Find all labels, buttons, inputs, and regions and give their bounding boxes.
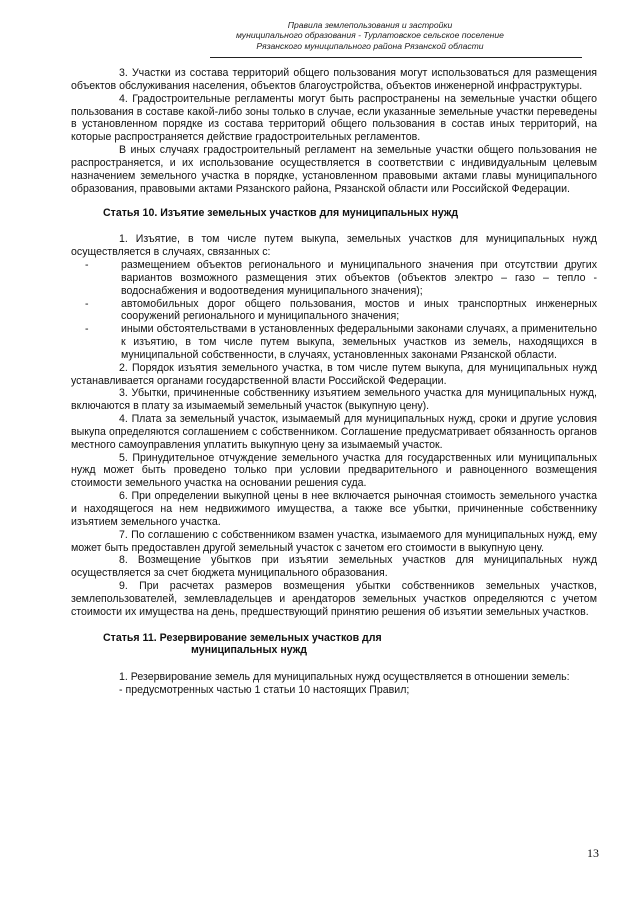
running-header (200, 20, 540, 51)
paragraph: 1. Резервирование земель для муниципальных нужд осуществляется в отношении земель: (119, 671, 570, 684)
article-11-heading-line-2: муниципальных нужд (191, 644, 307, 657)
paragraph: 5. Принудительное отчуждение земельного участка для государственных или муниципальных нужд может быть проведено только при условии предварительного и равноценного возмещения стоимости земельного участка на основании решения суда. (71, 451, 597, 490)
article-10-list (71, 259, 597, 362)
paragraph: 4. Плата за земельный участок, изымаемый для муниципальных нужд, сроки и другие условия выкупа определяются соглашением с собственником. Соглашение предусматривает обязанность органов местного самоуправления уплатить выкупную цену за изымаемый участок. (71, 413, 597, 451)
article-11-heading-line-1: Статья 11. Резервирование земельных участков для (103, 631, 382, 644)
paragraph: 6. При определении выкупной цены в нее включается рыночная стоимость земельного участка и находящегося на нем недвижимого имущества, а также все убытки, причиненные собственнику изъятием земельного участка. (71, 490, 597, 528)
header-line-2: муниципального образования - Турлатовское сельское поселение (236, 30, 504, 41)
paragraph: В иных случаях градостроительный регламент на земельные участки общего пользования не распространяется, и их использование осуществляется в соответствии с индивидуальным целевым назначением земельного участка в порядке, установленном правовыми актами главы муниципального образования, правовыми актами Рязанского района, Рязанской области или Российской Федерации. (71, 144, 597, 195)
paragraph: 3. Участки из состава территорий общего пользования могут использоваться для размещения объектов обслуживания населения, объектов благоустройства, объектов инженерной инфраструктуры. (71, 67, 597, 92)
article-11-heading (71, 632, 597, 658)
paragraph: 9. При расчетах размеров возмещения убытки собственников земельных участков, землепользователей, землевладельцев и арендаторов земельных участков определяются с учетом стоимости их имущества на день, предшествующий принятию решения об изъятии земельных участков. (71, 580, 597, 618)
list-item: - иными обстоятельствами в установленных федеральными законами случаях, а применительно к изъятию, в том числе путем выкупа, земельных участков из земель, находящихся в муниципальной собственности, в случаях, установленных законами Рязанской области. (121, 323, 597, 362)
paragraph: 8. Возмещение убытков при изъятии земельных участков для муниципальных нужд осуществляется за счет бюджета муниципального образования. (71, 554, 597, 580)
list-item: - размещением объектов регионального и муниципального значения при отсутствии других вариантов возможного размещения этих объектов (объектов электро – газо – тепло - водоснабжения и водоотведения муниципального значения); (121, 259, 597, 298)
paragraph: 1. Изъятие, в том числе путем выкупа, земельных участков для муниципальных нужд осуществляется в случаях, связанных с: (71, 233, 597, 259)
paragraph: 7. По соглашению с собственником взамен участка, изымаемого для муниципальных нужд, ему может быть предоставлен другой земельный участок с зачетом его стоимости в выкупную цену. (71, 528, 597, 554)
paragraph: 2. Порядок изъятия земельного участка, в том числе путем выкупа, для муниципальных нужд устанавливается органами государственной власти Российской Федерации. (71, 361, 597, 387)
header-line-3: Рязанского муниципального района Рязанской области (256, 40, 484, 51)
paragraph: 4. Градостроительные регламенты могут быть распространены на земельные участки общего пользования в составе какой-либо зоны только в случае, если указанные земельные участки переведены в установленном порядке из состава территорий общего пользования в состав иных территорий, на которые распространяется действие градостроительных регламентов. (71, 92, 597, 144)
header-line-1: Правила землепользования и застройки (287, 20, 453, 30)
page-body (71, 67, 597, 697)
header-rule (210, 57, 582, 58)
page-number: 13 (587, 846, 599, 860)
article-10-heading: Статья 10. Изъятие земельных участков для муниципальных нужд (103, 207, 459, 220)
list-item: - автомобильных дорог общего пользования, мостов и иных транспортных инженерных сооружений регионального и муниципального значения; (121, 298, 597, 324)
paragraph: - предусмотренных частью 1 статьи 10 настоящих Правил; (119, 684, 410, 697)
paragraph: 3. Убытки, причиненные собственнику изъятием земельного участка для муниципальных нужд, включаются в плату за изымаемый земельный участок (выкупную цену). (71, 387, 597, 413)
